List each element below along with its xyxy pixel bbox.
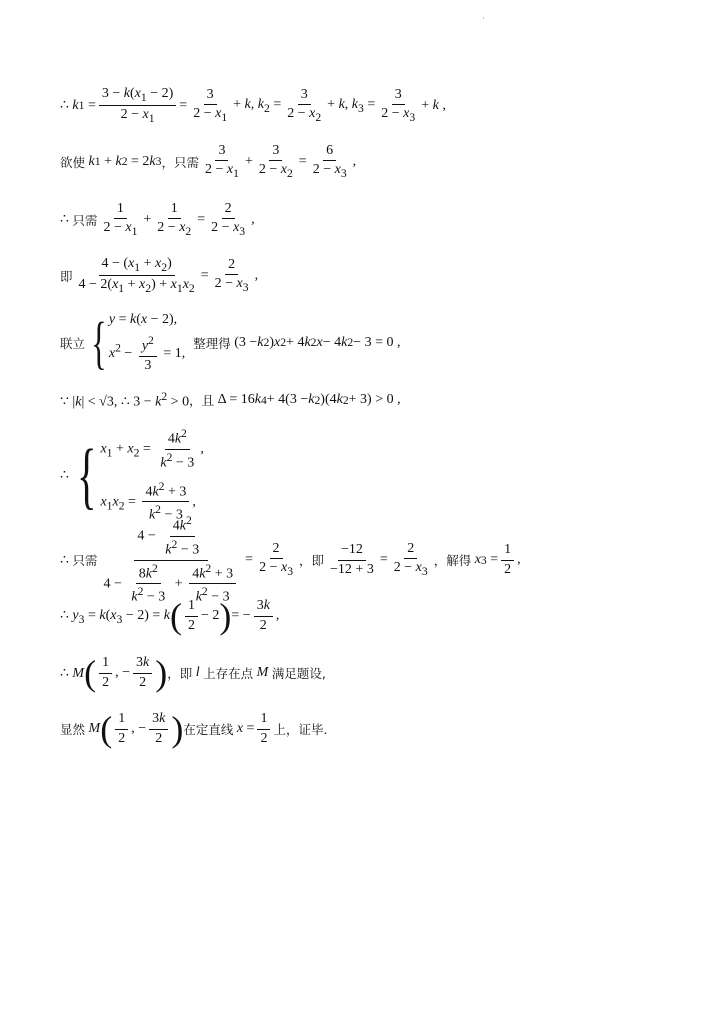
line-condition: 欲使 k 1 + k 2 = 2 k 3 ，只需 $\frac{3}{2 - x_1}$ + $\frac{3}{2 - x_2}$ = $\frac{6}{2 - x_3}$ ,	[60, 143, 357, 180]
line-system-simultaneous: 联立 { y = k(x − 2), $x^2$ − $\frac{y^2}{3}$ = 1, 整理得 (3 − k 2 ) x 2 + 4 k 2 x − 4 k 2 − 3 = 0 ,	[60, 309, 401, 375]
line-equivalent: 即 $\frac{4 - (x_1 + x_2)}{4 - 2(x_1 + x_2) + x_1x_2}$ = $\frac{2}{2 - x_3}$ ,	[60, 256, 259, 296]
line-y3: ∴ $y_3 = k(x_3 - 2) = k$ ( $\frac{1}{2}$ − 2 ) = − $\frac{3k}{2}$ ,	[60, 596, 280, 636]
page-marker-dot: ·	[482, 14, 485, 23]
line-only-need: ∴ 只需 $\frac{1}{2 - x_1}$ + $\frac{1}{2 - x_2}$ = $\frac{2}{2 - x_3}$ ,	[60, 201, 255, 238]
line-conclusion: 显然 M ( $\frac{1}{2}$ , − $\frac{3k}{2}$ ) 在定直线 x = $\frac{1}{2}$ 上，证毕.	[60, 709, 328, 749]
line-k-expressions: ∴ k 1 = $\frac{3 - k(x_1 - 2)}{2 - x_1}$ = $\frac{3}{2 - x_1}$ + k, $k_2$ = $\frac{3}{2 - x_2}$ + k, $k_3$ = $\frac{3}{2 - x_3}$ + k ,	[60, 86, 446, 126]
line-vieta-system: ∴ { $x_1 + x_2$ = $\frac{4k^2}{k^2 - 3}$ , $x_1x_2$ = $\frac{4k^2 + 3}{k^2 - 3}$ ,	[60, 427, 204, 523]
line-substitution: ∴ 只需 4 − $\frac{4k^2}{k^2 - 3}$ 4 − $\frac{8k^2}{k^2 - 3}$ + $\frac{4k^2 + 3}{k^2 - 3}$ = $\frac{2}{2 - x_3}$ ，即 $\frac{-12}{-12 + 3}$ = $\frac{2}{2 - x_3}$ ，解得 x 3 = $\frac{1}{2}$ ,	[60, 514, 521, 605]
line-point-M: ∴ M ( $\frac{1}{2}$ , − $\frac{3k}{2}$ ) ，即 l 上存在点 M 满足题设,	[60, 653, 326, 693]
line-discriminant: ∵ |k| < √3, ∴ $3 - k^2 > 0$ ，且 Δ = 16 k 4 + 4(3 − k 2 )(4 k 2 + 3) > 0 ,	[60, 390, 401, 410]
